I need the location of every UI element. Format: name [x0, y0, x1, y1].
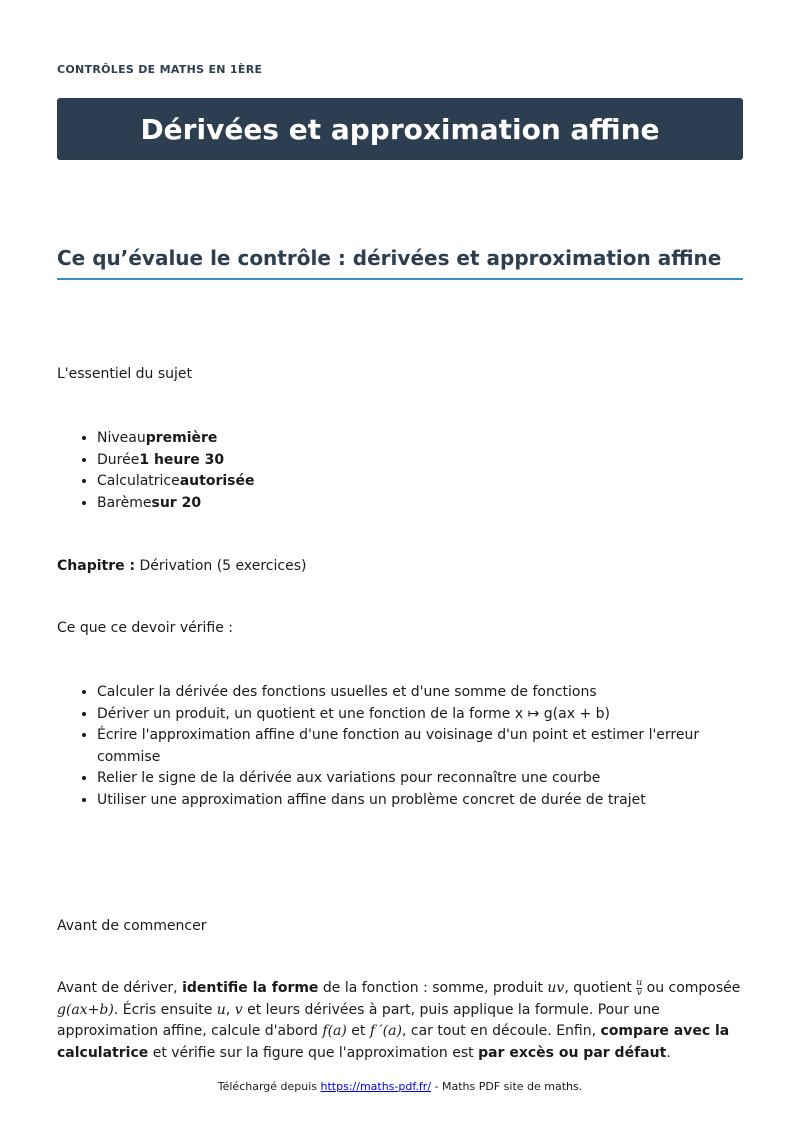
math-u: u: [216, 1001, 226, 1018]
chapitre-value: Dérivation (5 exercices): [139, 558, 307, 574]
avant-heading: Avant de commencer: [57, 918, 207, 934]
section-heading: Ce qu’évalue le contrôle : dérivées et approximation affine: [57, 246, 743, 280]
math-fraction: $\frac{u}{v}$: [636, 977, 643, 998]
series-kicker: CONTRÔLES DE MATHS EN 1ÈRE: [57, 63, 263, 76]
essentiel-list: [57, 428, 255, 514]
list-item: • Écrire l'approximation affine d'une fonction au voisinage d'un point et estimer l'erreur commise: [97, 725, 743, 768]
list-item: • Barèmesur 20: [97, 493, 255, 515]
essentiel-heading: L'essentiel du sujet: [57, 366, 193, 382]
avant-paragraph: Avant de dériver, identifie la forme de la fonction : somme, produit uv, quotient $\frac{u}{v}$ ou composée g(ax+b). Écris ensuite u, v et leurs dérivées à part, puis applique la formule. Pour une approximation affine, calcule d'abord f(a) et f ′(a), car tout en découle. Enfin, compare avec la calculatrice et vérifie sur la figure que l'approximation est par excès ou par défaut.: [57, 977, 741, 1061]
math-v: v: [234, 1001, 243, 1018]
chapitre-line: [57, 556, 306, 577]
list-item: • Relier le signe de la dérivée aux variations pour reconnaître une courbe: [97, 768, 743, 790]
page-footer: Téléchargé depuis https://maths-pdf.fr/ - Maths PDF site de maths.: [217, 1080, 583, 1093]
page-title: Dérivées et approximation affine: [140, 112, 660, 146]
math-uv: uv: [547, 980, 565, 996]
footer-link[interactable]: https://maths-pdf.fr/: [320, 1080, 432, 1093]
chapitre-label: Chapitre :: [57, 558, 136, 574]
list-item: • Utiliser une approximation affine dans un problème concret de durée de trajet: [97, 790, 743, 812]
math-gaxb: g(ax+b): [57, 1001, 114, 1018]
list-item: • Durée1 heure 30: [97, 450, 255, 472]
list-item: • Calculer la dérivée des fonctions usuelles et d'une somme de fonctions: [97, 682, 743, 704]
verifie-heading: Ce que ce devoir vérifie :: [57, 620, 234, 636]
verifie-list: [57, 682, 743, 811]
math-fa: f(a): [322, 1023, 347, 1039]
list-item: • Niveaupremière: [97, 428, 255, 450]
list-item: • Dériver un produit, un quotient et une fonction de la forme x ↦ g(ax + b): [97, 704, 743, 726]
title-banner: [57, 98, 743, 160]
list-item: • Calculatriceautorisée: [97, 471, 255, 493]
math-fprime-a: f ′(a): [369, 1023, 402, 1039]
